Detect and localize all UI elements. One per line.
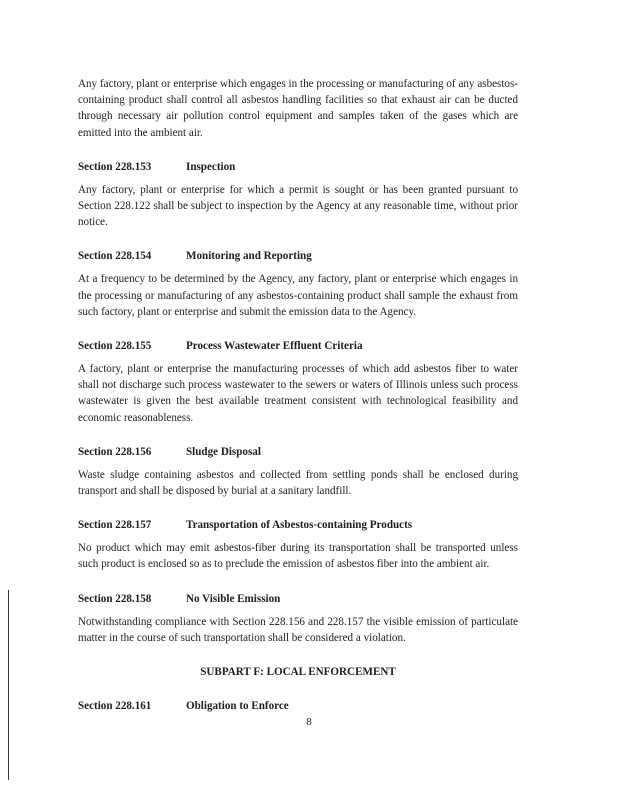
section-heading bbox=[78, 338, 518, 354]
section-paragraph: No product which may emit asbestos-fiber during its transportation shall be transported unless such product is enclosed so as to preclude the emission of asbestos fiber into the ambient air. bbox=[78, 542, 518, 571]
section-title: No Visible Emission bbox=[186, 592, 281, 605]
section-number: Section 228.161 bbox=[78, 700, 152, 713]
section-number: Section 228.157 bbox=[78, 519, 152, 532]
section-number: Section 228.153 bbox=[78, 160, 152, 173]
section-paragraph: Waste sludge containing asbestos and collected from settling ponds shall be enclosed during transport and shall be disposed by burial at a sanitary landfill. bbox=[78, 468, 518, 498]
section-heading bbox=[78, 444, 518, 460]
section-heading bbox=[78, 698, 518, 714]
section-paragraph: A factory, plant or enterprise the manufacturing processes of which add asbestos fiber to water shall not discharge such process wastewater to the sewers or waters of Illinois unless such process wastewater is given the best available treatment consistent with technological feasibility and economic reasonableness. bbox=[78, 363, 518, 424]
section-title: Obligation to Enforce bbox=[186, 700, 289, 713]
page-content bbox=[78, 76, 518, 714]
section-title: Monitoring and Reporting bbox=[186, 250, 312, 263]
section-number: Section 228.156 bbox=[78, 445, 152, 458]
page-number: 8 bbox=[306, 716, 312, 728]
section-number: Section 228.155 bbox=[78, 340, 152, 353]
section-heading bbox=[78, 591, 518, 607]
subpart-heading: SUBPART F: LOCAL ENFORCEMENT bbox=[200, 666, 396, 679]
section-title: Inspection bbox=[186, 160, 236, 173]
section-number: Section 228.154 bbox=[78, 250, 152, 263]
scan-edge-line bbox=[8, 590, 9, 780]
section-heading bbox=[78, 248, 518, 264]
section-paragraph: Notwithstanding compliance with Section 228.156 and 228.157 the visible emission of particulate matter in the course of such transportation shall be considered a violation. bbox=[78, 615, 518, 644]
section-heading bbox=[78, 517, 518, 533]
section-title: Sludge Disposal bbox=[186, 445, 261, 458]
intro-paragraph: Any factory, plant or enterprise which engages in the processing or manufacturing of any asbestos-containing product shall control all asbestos handling facilities so that exhaust air can be ducted through necessary air pollution control equipment and samples taken of the gases which are emitted into the ambient air. bbox=[78, 78, 518, 139]
section-title: Process Wastewater Effluent Criteria bbox=[186, 340, 363, 353]
section-title: Transportation of Asbestos-containing Products bbox=[186, 519, 413, 532]
section-number: Section 228.158 bbox=[78, 592, 152, 605]
section-paragraph: Any factory, plant or enterprise for which a permit is sought or has been granted pursuant to Section 228.122 shall be subject to inspection by the Agency at any reasonable time, without prior notice. bbox=[78, 183, 518, 229]
section-paragraph: At a frequency to be determined by the Agency, any factory, plant or enterprise which engages in the processing or manufacturing of any asbestos-containing product shall sample the exhaust from such factory, plant or enterprise and submit the emission data to the Agency. bbox=[78, 273, 518, 318]
section-heading bbox=[78, 159, 518, 175]
